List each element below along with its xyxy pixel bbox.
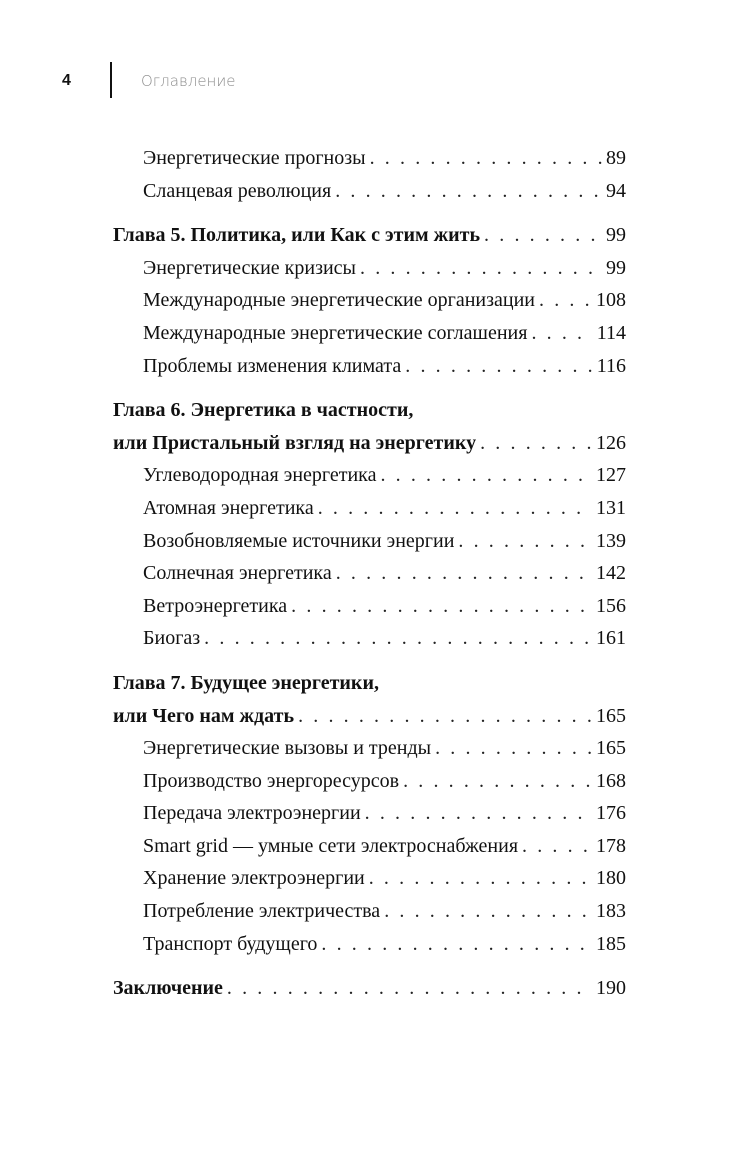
dot-leader (336, 557, 592, 590)
toc-page-number: 185 (596, 932, 626, 955)
toc-page-number: 116 (596, 354, 626, 377)
toc-entry[interactable] (113, 830, 626, 863)
toc-entry[interactable] (113, 350, 626, 383)
toc-page-number: 156 (596, 594, 626, 617)
toc-entry[interactable] (113, 252, 626, 285)
toc-entry[interactable] (113, 862, 626, 895)
dot-leader (480, 427, 592, 460)
toc-page-number: 139 (596, 529, 626, 552)
toc-page-number: 126 (596, 431, 626, 454)
toc-entry[interactable] (113, 765, 626, 798)
dot-leader (384, 895, 592, 928)
toc-entry-title: Smart grid — умные сети электроснабжения (143, 834, 519, 857)
toc-page-number: 114 (596, 321, 626, 344)
dot-leader (370, 142, 602, 175)
toc-entry-title: Хранение электроэнергии (143, 867, 365, 890)
toc-entry-title: Международные энергетические организации (143, 289, 535, 312)
dot-leader (380, 459, 592, 492)
toc-chapter-title-line2: или Пристальный взгляд на энергетику (113, 431, 477, 454)
toc-entry[interactable] (113, 928, 626, 961)
dot-leader (227, 972, 592, 1005)
page-header (0, 62, 744, 102)
page-number: 4 (62, 72, 71, 89)
toc-page-number: 127 (596, 464, 626, 487)
running-head: Оглавление (141, 72, 236, 90)
toc-entry-title: Производство энергоресурсов (143, 769, 400, 792)
toc-page-number: 168 (596, 769, 626, 792)
toc-page-number: 178 (596, 834, 626, 857)
toc-entry[interactable] (113, 797, 626, 830)
toc-page-number: 165 (596, 737, 626, 760)
toc-entry-title: Биогаз (143, 627, 201, 650)
toc-entry-title: Потребление электричества (143, 900, 381, 923)
toc-chapter-entry[interactable] (113, 219, 626, 252)
toc-page-number: 94 (606, 179, 626, 202)
dot-leader (298, 700, 592, 733)
toc-entry-title: Сланцевая революция (143, 179, 332, 202)
dot-leader (458, 525, 592, 558)
toc-page-number: 161 (596, 627, 626, 650)
toc-chapter-entry[interactable] (113, 972, 626, 1005)
dot-leader (403, 765, 592, 798)
toc-entry-title: Энергетические прогнозы (143, 147, 366, 169)
toc-entry-title: Проблемы изменения климата (143, 354, 402, 377)
header-divider (110, 62, 112, 98)
toc-page-number: 99 (606, 224, 626, 247)
toc-entry[interactable] (113, 492, 626, 525)
dot-leader (291, 590, 592, 623)
dot-leader (321, 928, 592, 961)
toc-chapter-title: Глава 5. Политика, или Как с этим жить (113, 224, 481, 247)
dot-leader (539, 284, 592, 317)
toc-entry-title: Энергетические кризисы (143, 256, 356, 279)
toc-entry[interactable] (113, 525, 626, 558)
dot-leader (435, 732, 592, 765)
toc-chapter-title-line1[interactable]: Глава 7. Будущее энергетики, (113, 671, 379, 694)
toc-chapter-entry[interactable] (113, 427, 626, 460)
toc-page-number: 176 (596, 802, 626, 825)
toc-entry[interactable] (113, 557, 626, 590)
toc-page-number: 183 (596, 900, 626, 923)
toc-entry[interactable] (113, 175, 626, 208)
toc-entry-title: Углеводородная энергетика (143, 464, 377, 487)
toc-entry-title: Атомная энергетика (143, 496, 314, 519)
dot-leader (531, 317, 592, 350)
toc-entry[interactable] (113, 895, 626, 928)
dot-leader (369, 862, 592, 895)
toc-page-number: 142 (596, 562, 626, 585)
toc-entry-title: Энергетические вызовы и тренды (143, 737, 432, 760)
toc-page-number: 180 (596, 867, 626, 890)
dot-leader (204, 622, 592, 655)
toc-page-number: 108 (596, 289, 626, 312)
dot-leader (405, 350, 592, 383)
dot-leader (360, 252, 602, 285)
toc-page-number: 165 (596, 704, 626, 727)
toc-entry[interactable] (113, 317, 626, 350)
toc-entry[interactable] (113, 590, 626, 623)
toc-entry-title: Международные энергетические соглашения (143, 321, 528, 344)
toc-chapter-title: Заключение (113, 977, 223, 1000)
toc-entry[interactable] (113, 732, 626, 765)
toc-page-number: 99 (606, 256, 626, 279)
toc-entry-title: Ветроэнергетика (143, 594, 288, 617)
dot-leader (365, 797, 592, 830)
toc-entry[interactable] (113, 459, 626, 492)
toc-entry-title: Транспорт будущего (143, 932, 318, 955)
toc-entry[interactable] (113, 142, 626, 175)
toc-entry[interactable] (113, 284, 626, 317)
dot-leader (335, 175, 602, 208)
toc-chapter-title-line2: или Чего нам ждать (113, 704, 295, 727)
table-of-contents (113, 142, 626, 1005)
toc-page-number: 190 (596, 977, 626, 1000)
toc-chapter-title-line1[interactable]: Глава 6. Энергетика в частности, (113, 399, 414, 422)
toc-entry-title: Солнечная энергетика (143, 562, 332, 585)
toc-page-number: 131 (596, 496, 626, 519)
dot-leader (318, 492, 592, 525)
toc-entry-title: Передача электроэнергии (143, 802, 361, 825)
toc-entry-title: Возобновляемые источники энергии (143, 529, 455, 552)
dot-leader (484, 219, 602, 252)
dot-leader (522, 830, 592, 863)
toc-chapter-entry[interactable] (113, 700, 626, 733)
toc-entry[interactable] (113, 622, 626, 655)
toc-page-number: 89 (606, 147, 626, 169)
